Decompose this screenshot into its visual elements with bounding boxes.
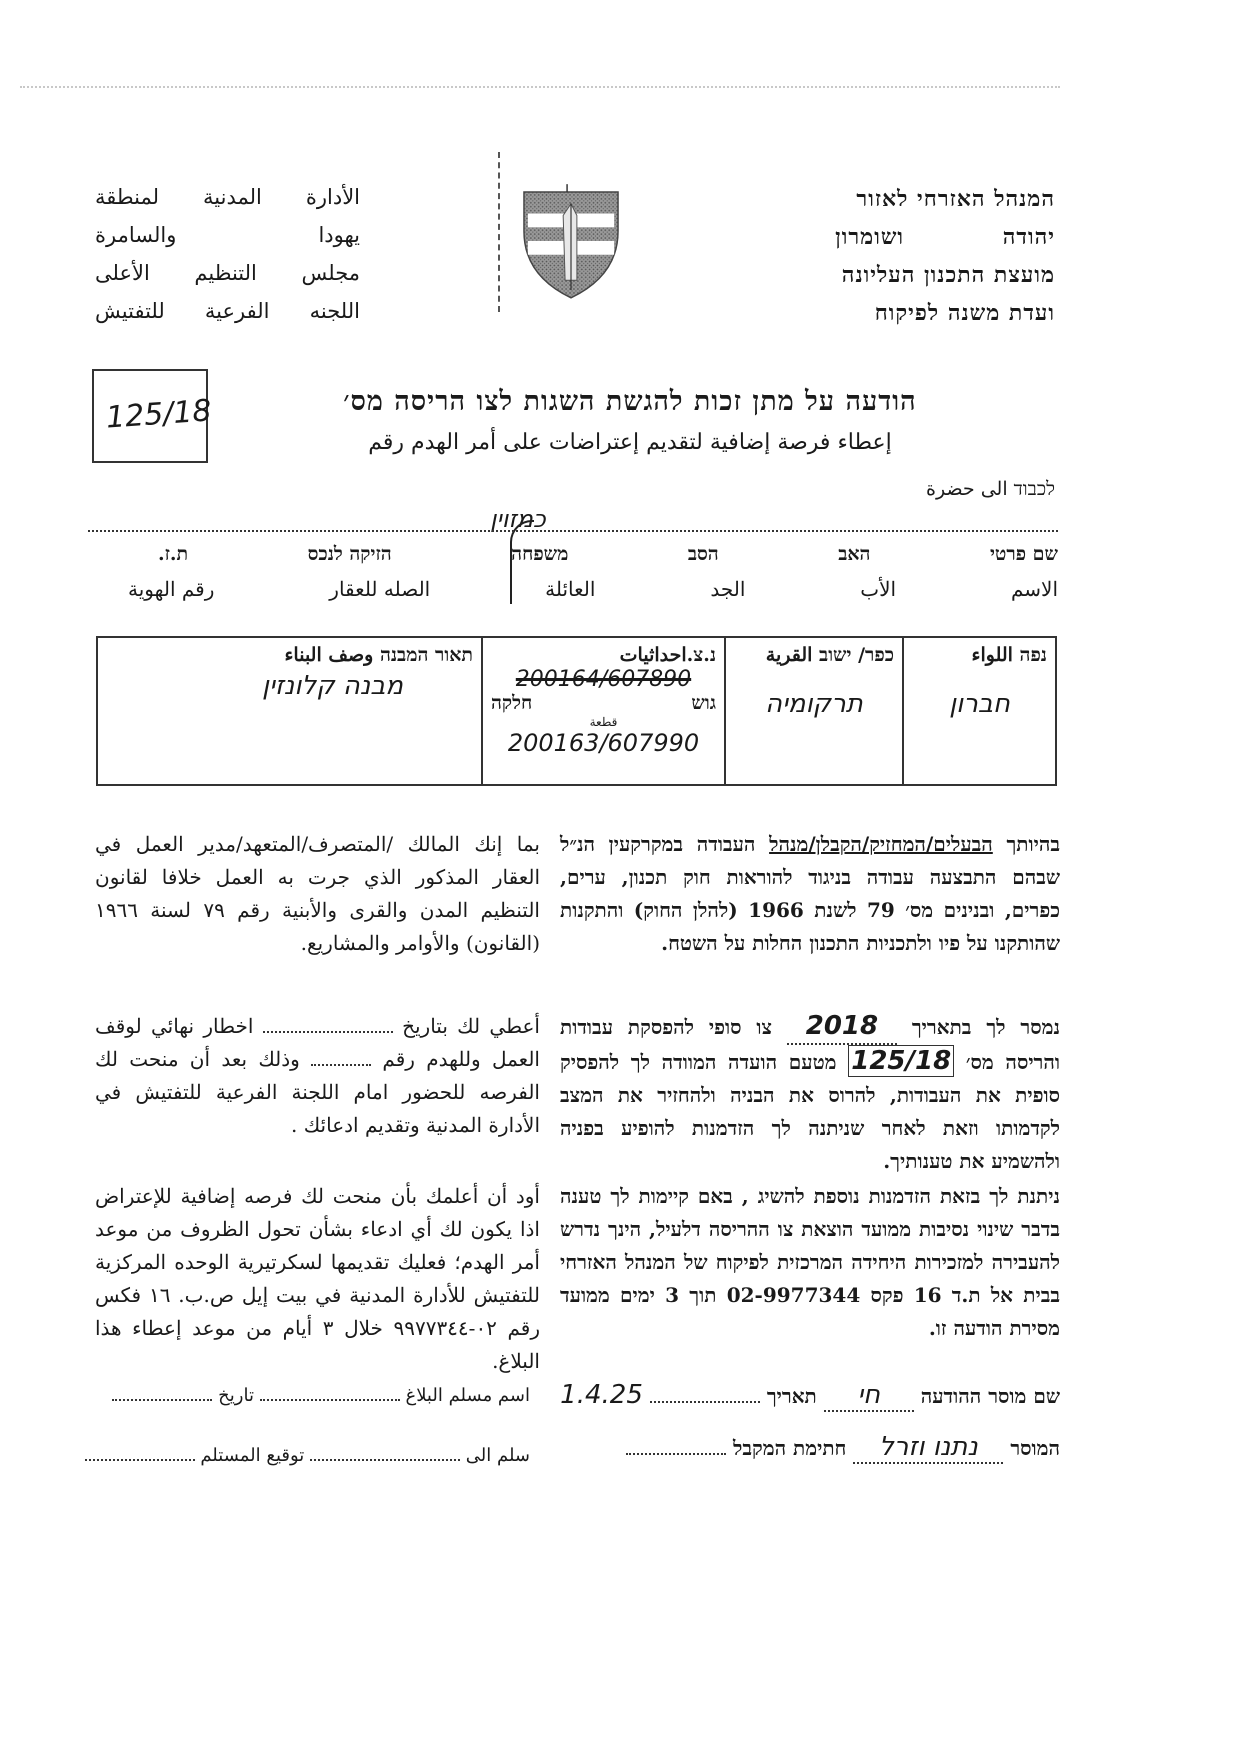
arabic-header-row	[95, 292, 360, 330]
p2-text-b: צו סופי להפסקת עבודות והריסה מס׳	[560, 1015, 1061, 1074]
field-father: האב	[838, 543, 871, 565]
scan-artifact-line	[20, 86, 1060, 90]
arabic-authority-header	[95, 178, 360, 330]
recipient-signature-blank-he	[626, 1453, 726, 1455]
district-header: נפה اللواء	[971, 644, 1047, 666]
field-relation-ar: الصله للعقار	[329, 577, 431, 601]
arabic-handover-line	[60, 1445, 530, 1466]
person-fields-arabic	[88, 577, 1058, 601]
coordinates-cell	[482, 637, 725, 785]
notice-title-arabic: إعطاء فرصة إضافية لتقديم إعتراضات على أمر الهدم رقم	[368, 430, 892, 455]
building-value: מבנה קלונזין	[262, 671, 403, 701]
handed-to-blank-ar	[310, 1459, 460, 1461]
arabic-header-row	[95, 254, 360, 292]
ar-p2-text-a: أعطي لك بتاريخ	[402, 1014, 540, 1038]
arabic-header-word: لمنطقة	[95, 185, 159, 209]
arabic-paragraph-3: أود أن أعلمك بأن منحت لك فرصه إضافية للإعتراض اذا يكون لك أي ادعاء بشأن تحول الظروف من موعد أمر الهدم؛ فعليك تقديمها لسكرتيرية الوحده المركزية للتفتيش للأدارة المدنية في بيت إيل ص.ب. ١٦ فكس رقم ٠٢-٩٩٧٧٣٤٤ خلال ٣ أيام من موعد إعطاء هذا البلاغ.	[95, 1184, 541, 1373]
recipient-name-label-ar: اسم مسلم البلاغ	[405, 1385, 530, 1406]
block-label: גוש	[691, 692, 716, 714]
village-cell	[725, 637, 903, 785]
p1-prefix: בהיותך	[1006, 832, 1061, 856]
field-first-name-ar: الاسم	[1010, 577, 1058, 601]
arabic-header-word: المدنية	[203, 185, 262, 209]
district-cell	[903, 637, 1056, 785]
building-cell	[97, 637, 482, 785]
hebrew-delivery-line	[560, 1380, 1060, 1412]
handwritten-order-number: 125/18	[848, 1045, 954, 1077]
recipient-name-blank-ar	[260, 1399, 400, 1401]
field-relation: הזיקה לנכס	[307, 543, 392, 565]
field-father-ar: الأب	[860, 577, 897, 601]
field-family-ar: العائلة	[545, 577, 596, 601]
notice-title-hebrew: הודעה על מתן זכות להגשת השגות לצו הריסה מס׳	[343, 386, 917, 417]
field-grandfather-ar: الجد	[710, 577, 746, 601]
shield-emblem-icon	[522, 182, 620, 300]
recipient-signature-blank-ar	[85, 1459, 195, 1461]
recipient-signature-label-he: חתימת המקבל	[733, 1436, 847, 1460]
arabic-header-word: الفرعية	[204, 299, 270, 323]
field-id: ת.ז.	[158, 543, 189, 565]
hebrew-paragraph-2	[560, 1010, 1060, 1178]
hebrew-header-line: יהודה ושומרון	[835, 224, 1055, 250]
parcel-arabic-label: قطعة	[589, 715, 618, 729]
arabic-header-row	[95, 216, 360, 254]
date-label-ar: تاريخ	[218, 1385, 254, 1406]
hebrew-paragraph-1	[560, 828, 1060, 960]
hebrew-header-line: המנהל האזרחי לאזור	[856, 186, 1055, 212]
building-header: תאור המבנה وصف البناء	[284, 644, 473, 666]
coordinates-struck-value: 200164/607890	[515, 667, 692, 692]
hebrew-authority-header	[755, 180, 1055, 332]
handwritten-addressee-name: כמזוין	[490, 505, 546, 533]
field-first-name: שם פרטי	[989, 543, 1058, 565]
hebrew-header-line: ועדת משנה לפיקוח	[874, 300, 1055, 326]
date-blank	[263, 1031, 393, 1033]
hebrew-header-line: מועצת התכנון העליונה	[841, 262, 1055, 288]
date-label-he: תאריך	[766, 1384, 817, 1408]
p1-rest: העבודה במקרקעין הנ״ל שבהם התבצעה עבודה בניגוד להוראות חוק תכנון, ערים, כפרים, ובנינים מס׳ 79 לשנת 1966 (להלן החוק) והתקנות שהותקנו על פיו ולתכניות התכנון החלות על השטח.	[560, 832, 1060, 955]
handed-to-label-ar: سلم الى	[465, 1445, 530, 1466]
arabic-header-word: يهودا	[318, 223, 360, 247]
arabic-recipient-line	[60, 1385, 530, 1406]
addressee-label: לכבוד الى حضرة	[926, 478, 1055, 500]
recipient-signature-label-ar: توقيع المستلم	[200, 1445, 305, 1466]
ar-p2-text-b: اخطار نهائي لوقف العمل وللهدم رقم	[95, 1014, 540, 1071]
p1-roles: הבעלים/המחזיק/הקבלן/מנהל	[769, 832, 993, 856]
header-divider	[498, 152, 500, 312]
handwritten-date: 1.4.25	[560, 1380, 643, 1410]
field-id-ar: رقم الهوية	[128, 577, 215, 601]
deliverer-signature: נתנו וזרל	[853, 1432, 1003, 1464]
arabic-header-word: للتفتيش	[95, 299, 165, 323]
person-fields-hebrew	[88, 543, 1058, 566]
hebrew-signature-line	[560, 1432, 1060, 1464]
date-blank-ar	[112, 1399, 212, 1401]
ar-p2-text-c: وذلك بعد أن منحت لك الفرصه للحضور امام اللجنة الفرعية للتفتيش في الأدارة المدنية وتقديم ادعائك .	[95, 1047, 540, 1137]
arabic-header-word: والسامرة	[95, 223, 177, 247]
p2-text-a: נמסר לך בתאריך	[911, 1015, 1060, 1039]
coordinates-header: נ.צ.احداثيات	[619, 644, 716, 666]
arabic-header-word: اللجنه	[309, 299, 360, 323]
arabic-header-word: الأدارة	[305, 185, 360, 209]
handwritten-year: 2018	[787, 1010, 897, 1045]
hebrew-paragraph-3: ניתנת לך בזאת הזדמנות נוספת להשיג , באם קיימות לך טענה בדבר שינוי נסיבות ממועד הוצאת צו ההריסה דלעיל, הינך נדרש להעבירה למזכירות היחידה המרכזית לפיקוח של המנהל האזרחי בבית אל ת.ד 16 פקס 02-9977344 תוך 3 ימים ממועד מסירת הודעה זו.	[560, 1184, 1061, 1340]
arabic-paragraph-2	[95, 1010, 540, 1142]
location-table	[96, 636, 1057, 786]
number-blank	[311, 1064, 371, 1066]
village-value: תרקומיה	[765, 689, 863, 719]
arabic-header-word: التنظيم	[194, 261, 257, 285]
deliverer-label: המוסר	[1010, 1436, 1060, 1460]
deliverer-name-value: חי	[824, 1380, 914, 1412]
case-number-box	[92, 369, 213, 463]
p2-text-c: מטעם הועדה המוודה לך להפסיק סופית את העבודות, להרוס את הבניה ולהחזיר את המצב לקדמותו וזאת לאחר שניתנה לך הזדמנות להופיע בפניה ולהשמיע את טענותיך.	[560, 1050, 1060, 1173]
district-value: חברון	[949, 689, 1010, 719]
field-family: משפחה	[511, 543, 569, 565]
arabic-header-row	[95, 178, 360, 216]
village-header: כפר/ ישוב القرية	[765, 644, 894, 666]
form-rule	[88, 530, 1058, 532]
date-blank-he	[650, 1401, 760, 1403]
coordinates-value: 200163/607990	[507, 729, 700, 757]
arabic-header-word: مجلس	[301, 261, 360, 285]
field-grandfather: הסב	[687, 543, 719, 565]
deliverer-name-label: שם מוסר ההודעה	[920, 1384, 1060, 1408]
arabic-paragraph-1: بما إنك المالك /المتصرف/المتعهد/مدير العمل في العقار المذكور الذي جرت به العمل خلافا لقانون التنظيم المدن والقرى والأبنية رقم ٧٩ لسنة ١٩٦٦ (القانون) والأوامر والمشاريع.	[95, 832, 540, 955]
parcel-label: חלקה	[491, 692, 533, 714]
arabic-header-word: الأعلى	[95, 261, 150, 285]
case-number: 125/18	[104, 393, 213, 436]
